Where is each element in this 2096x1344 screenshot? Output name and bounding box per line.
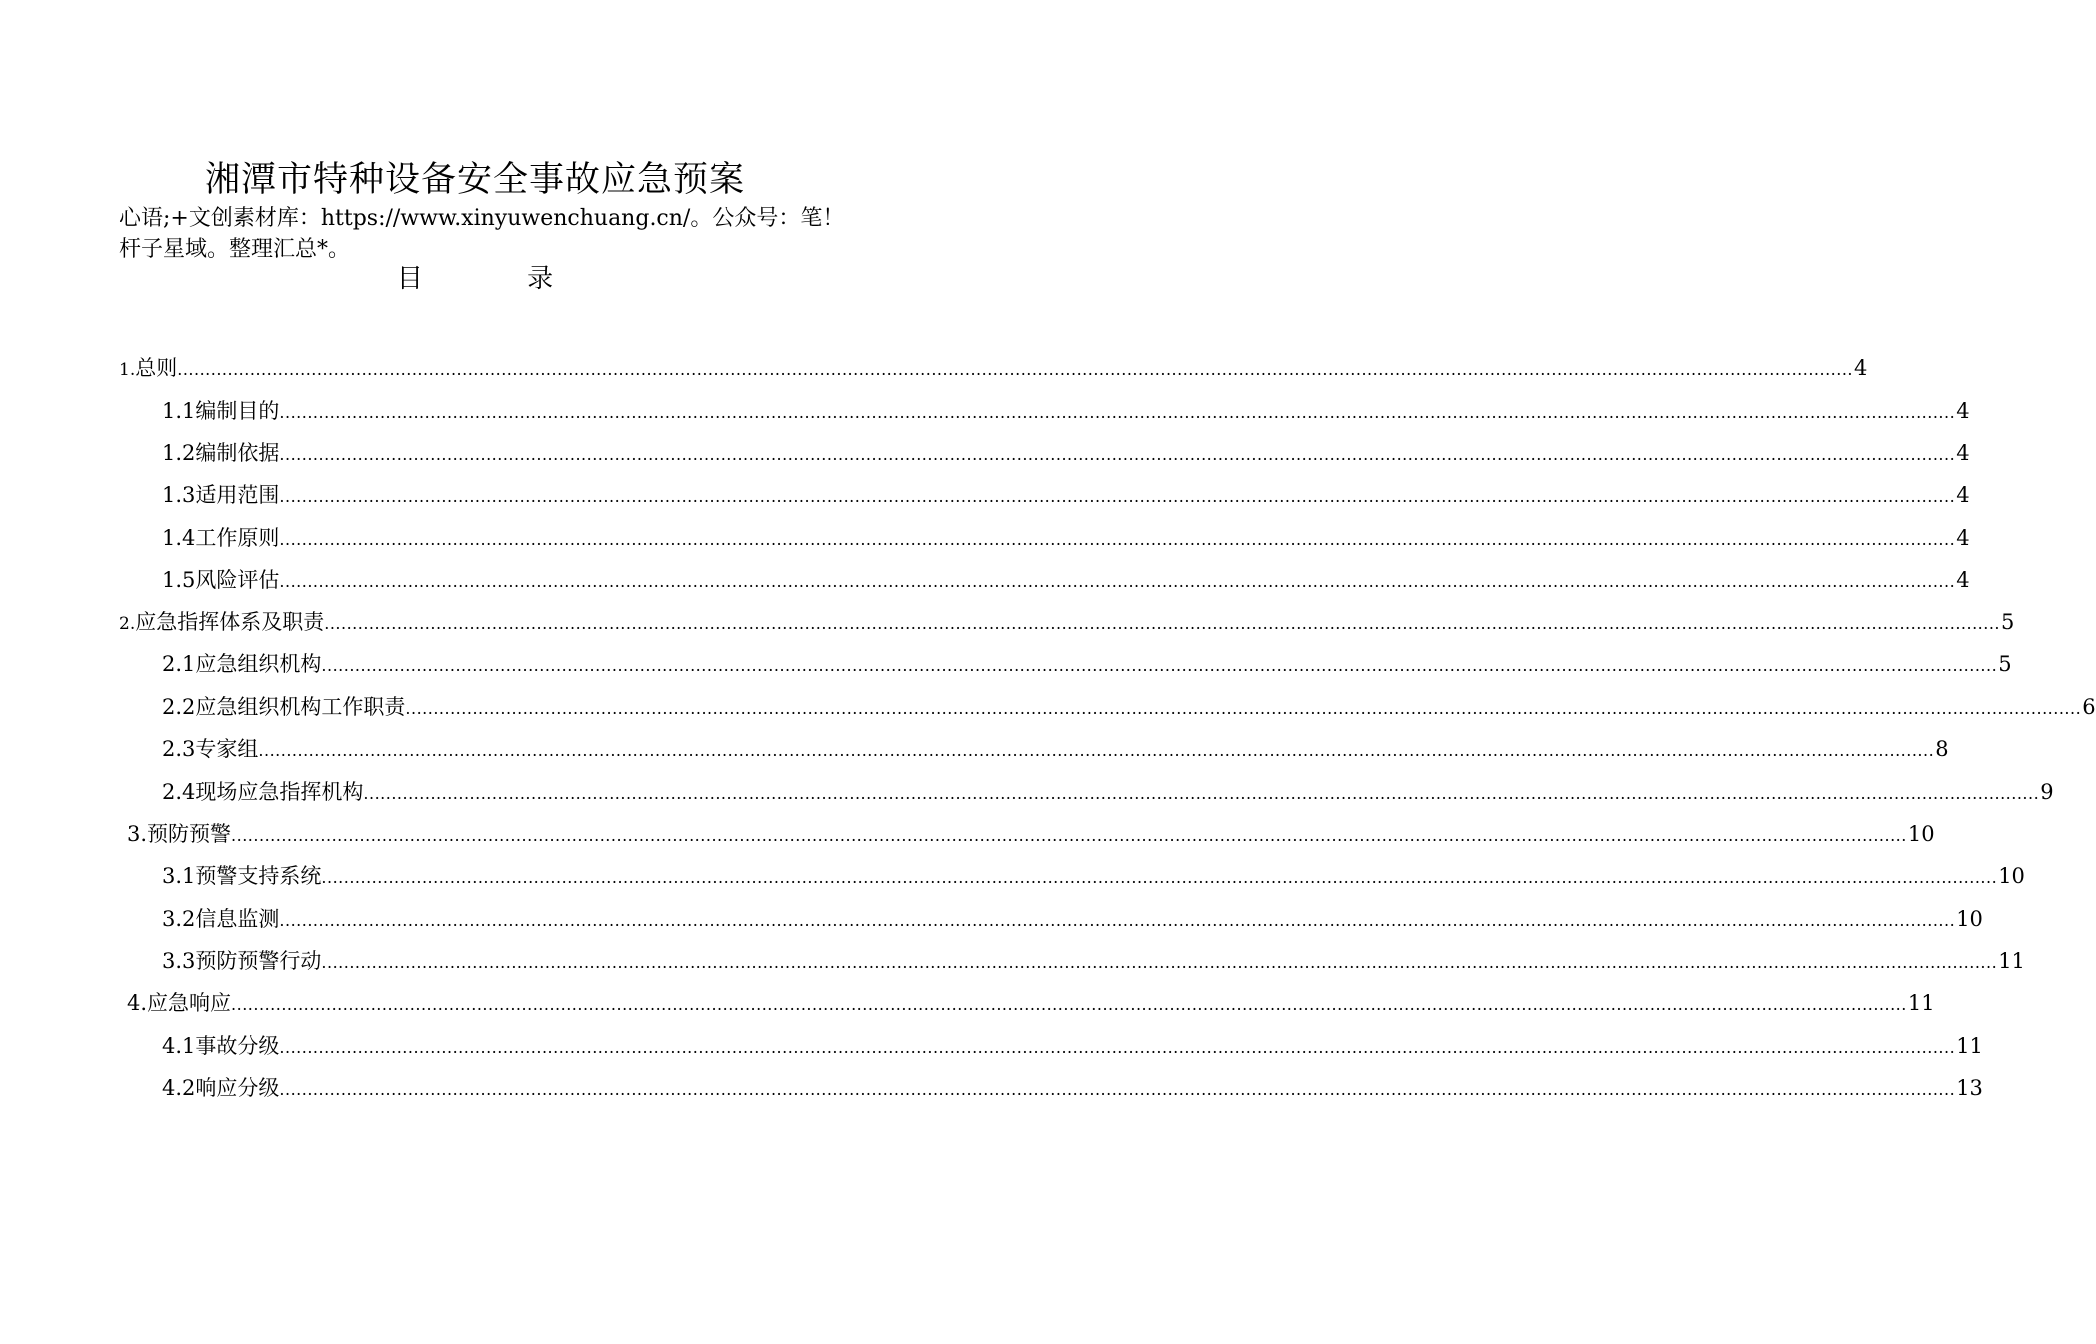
toc-entry-label: 编制目的 xyxy=(195,399,280,423)
toc-leader: ............................................................................................................................................................................................................................................................................................................ xyxy=(279,487,1956,506)
toc-entry-label: 响应分级 xyxy=(195,1076,280,1100)
toc-entry-number: 1.4 xyxy=(162,526,196,550)
toc-entry-1-1[interactable] xyxy=(162,395,1970,427)
toc-entry-number: 1.1 xyxy=(162,399,196,423)
toc-leader: ............................................................................................................................................................................................................................................................................................................ xyxy=(279,911,1956,930)
toc-entry-number: 3.2 xyxy=(162,907,196,931)
toc-entry-number: 1.5 xyxy=(162,568,196,592)
toc-entry-3-2[interactable] xyxy=(162,903,1983,935)
toc-leader: ............................................................................................................................................................................................................................................................................................................ xyxy=(177,360,1854,379)
toc-entry-number: 3.1 xyxy=(162,864,196,888)
toc-entry-page: 9 xyxy=(2040,780,2054,804)
toc-leader: ............................................................................................................................................................................................................................................................................................................ xyxy=(231,826,1907,845)
toc-entry-number: 3. xyxy=(127,822,148,846)
toc-leader: ............................................................................................................................................................................................................................................................................................................ xyxy=(279,445,1956,464)
toc-entry-2-2[interactable] xyxy=(162,691,2096,723)
source-note: 心语;+文创素材库：https://www.xinyuwenchuang.cn/。公众号：笔！杆子星域。整理汇总*。 xyxy=(119,206,845,262)
toc-entry-label: 专家组 xyxy=(195,737,259,761)
toc-entry-2-1[interactable] xyxy=(162,648,2012,680)
toc-entry-number: 2.1 xyxy=(162,652,196,676)
toc-leader: ............................................................................................................................................................................................................................................................................................................ xyxy=(231,995,1907,1014)
toc-entry-3[interactable] xyxy=(127,818,1935,850)
toc-entry-label: 预警支持系统 xyxy=(195,864,322,888)
toc-leader: ............................................................................................................................................................................................................................................................................................................ xyxy=(279,572,1956,591)
toc-entry-page: 10 xyxy=(1907,822,1935,846)
toc-entry-page: 4 xyxy=(1956,526,1970,550)
toc-entry-2-4[interactable] xyxy=(162,776,2054,808)
toc-entry-page: 8 xyxy=(1935,737,1949,761)
toc-entry-1-4[interactable] xyxy=(162,522,1970,554)
toc-entry-page: 4 xyxy=(1956,568,1970,592)
toc-heading-text: 目 录 xyxy=(396,264,602,294)
toc-leader: ............................................................................................................................................................................................................................................................................................................ xyxy=(324,614,2001,633)
toc-entry-number: 4.2 xyxy=(162,1076,196,1100)
toc-leader: ............................................................................................................................................................................................................................................................................................................ xyxy=(258,741,1935,760)
toc-entry-4[interactable] xyxy=(127,987,1935,1019)
toc-entry-3-1[interactable] xyxy=(162,860,2025,892)
toc-entry-label: 总则 xyxy=(135,356,178,380)
toc-entry-label: 事故分级 xyxy=(195,1034,280,1058)
toc-entry-label: 信息监测 xyxy=(195,907,280,931)
toc-entry-number: 3.3 xyxy=(162,949,196,973)
toc-entry-label: 预防预警 xyxy=(147,822,232,846)
toc-entry-number: 2. xyxy=(119,614,136,634)
toc-entry-number: 2.4 xyxy=(162,780,196,804)
toc-leader: ............................................................................................................................................................................................................................................................................................................ xyxy=(321,868,1998,887)
toc-entry-page: 6 xyxy=(2082,695,2096,719)
toc-entry-number: 1.3 xyxy=(162,483,196,507)
toc-leader: ............................................................................................................................................................................................................................................................................................................ xyxy=(321,953,1998,972)
toc-entry-page: 5 xyxy=(2001,610,2015,634)
toc-entry-number: 2.3 xyxy=(162,737,196,761)
toc-entry-4-1[interactable] xyxy=(162,1030,1983,1062)
toc-entry-page: 10 xyxy=(1998,864,2025,888)
toc-entry-2-3[interactable] xyxy=(162,733,1949,765)
toc-entry-page: 4 xyxy=(1854,356,1868,380)
toc-entry-label: 适用范围 xyxy=(195,483,280,507)
toc-entry-1-5[interactable] xyxy=(162,564,1970,596)
toc-entry-number: 4.1 xyxy=(162,1034,196,1058)
toc-entry-page: 4 xyxy=(1956,441,1970,465)
toc-entry-label: 预防预警行动 xyxy=(195,949,322,973)
toc-entry-1-3[interactable] xyxy=(162,479,1970,511)
toc-leader: ............................................................................................................................................................................................................................................................................................................ xyxy=(321,656,1998,675)
toc-entry-1[interactable] xyxy=(119,352,1868,384)
toc-entry-1-2[interactable] xyxy=(162,437,1970,469)
toc-entry-number: 1.2 xyxy=(162,441,196,465)
document-title: 湘潭市特种设备安全事故应急预案 xyxy=(204,160,745,200)
toc-entry-page: 11 xyxy=(1956,1034,1983,1058)
toc-entry-number: 2.2 xyxy=(162,695,196,719)
toc-entry-label: 编制依据 xyxy=(195,441,280,465)
toc-entry-label: 应急组织机构工作职责 xyxy=(195,695,406,719)
toc-leader: ............................................................................................................................................................................................................................................................................................................ xyxy=(363,784,2040,803)
toc-entry-label: 应急指挥体系及职责 xyxy=(135,610,325,634)
toc-leader: ............................................................................................................................................................................................................................................................................................................ xyxy=(279,1080,1956,1099)
toc-entry-label: 现场应急指挥机构 xyxy=(195,780,364,804)
toc-entry-page: 11 xyxy=(1907,991,1935,1015)
toc-heading xyxy=(0,261,950,297)
toc-entry-page: 4 xyxy=(1956,399,1970,423)
toc-entry-page: 5 xyxy=(1998,652,2012,676)
toc-entry-4-2[interactable] xyxy=(162,1072,1983,1104)
toc-entry-page: 4 xyxy=(1956,483,1970,507)
toc-leader: ............................................................................................................................................................................................................................................................................................................ xyxy=(279,403,1956,422)
toc-leader: ............................................................................................................................................................................................................................................................................................................ xyxy=(279,1038,1956,1057)
toc-entry-number: 1. xyxy=(119,360,136,380)
toc-entry-label: 工作原则 xyxy=(195,526,280,550)
toc-entry-3-3[interactable] xyxy=(162,945,2025,977)
toc-entry-label: 风险评估 xyxy=(195,568,280,592)
toc-entry-label: 应急响应 xyxy=(147,991,232,1015)
toc-entry-page: 11 xyxy=(1998,949,2025,973)
toc-entry-2[interactable] xyxy=(119,606,2015,638)
toc-leader: ............................................................................................................................................................................................................................................................................................................ xyxy=(279,530,1956,549)
toc-entry-page: 13 xyxy=(1956,1076,1983,1100)
toc-leader: ............................................................................................................................................................................................................................................................................................................ xyxy=(405,699,2082,718)
toc-entry-label: 应急组织机构 xyxy=(195,652,322,676)
toc-entry-page: 10 xyxy=(1956,907,1983,931)
toc-entry-number: 4. xyxy=(127,991,148,1015)
